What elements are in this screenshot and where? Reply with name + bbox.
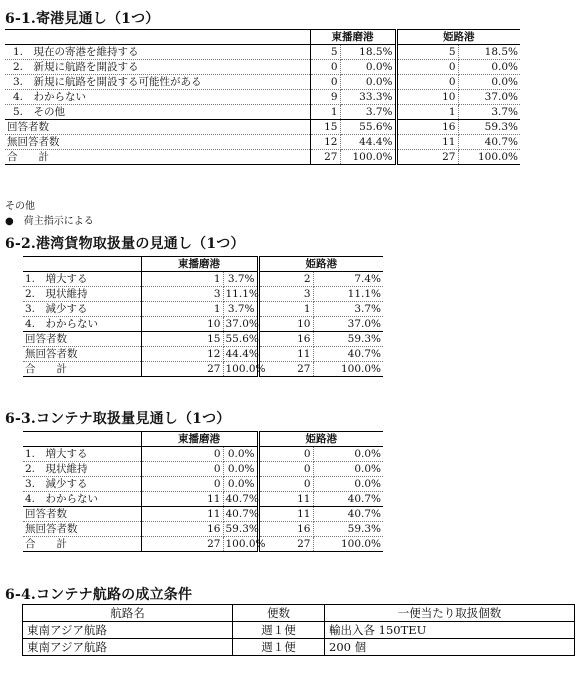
pct-cell: 59.3% xyxy=(458,120,520,135)
pct-cell: 100.0% xyxy=(458,150,520,165)
col-header-himeji: 姫路港 xyxy=(258,432,383,447)
count-cell: 0 xyxy=(141,462,223,477)
route-name-header: 航路名 xyxy=(23,605,233,622)
count-cell: 10 xyxy=(396,90,458,105)
option-label: 1. 増大する xyxy=(23,447,141,462)
pct-cell: 0.0% xyxy=(340,60,396,75)
pct-cell: 59.3% xyxy=(313,522,383,537)
pct-cell: 0.0% xyxy=(340,75,396,90)
pct-cell: 0.0% xyxy=(223,477,258,492)
pct-cell: 44.4% xyxy=(223,347,258,362)
pct-cell: 100.0% xyxy=(340,150,396,165)
count-cell: 0 xyxy=(310,75,340,90)
count-cell: 11 xyxy=(258,492,313,507)
quantity-cell: 200 個 xyxy=(325,639,575,656)
pct-cell: 37.0% xyxy=(313,317,383,332)
option-label: 2. 新規に航路を開設する xyxy=(5,60,310,75)
frequency-cell: 週１便 xyxy=(233,622,325,639)
pct-cell: 100.0% xyxy=(313,362,383,377)
pct-cell: 40.7% xyxy=(223,507,258,522)
count-cell: 11 xyxy=(258,507,313,522)
count-cell: 11 xyxy=(258,347,313,362)
total-label: 無回答者数 xyxy=(23,347,141,362)
count-cell: 3 xyxy=(141,287,223,302)
pct-cell: 11.1% xyxy=(313,287,383,302)
count-cell: 0 xyxy=(258,477,313,492)
count-cell: 0 xyxy=(396,75,458,90)
pct-cell: 18.5% xyxy=(340,45,396,60)
pct-cell: 40.7% xyxy=(313,347,383,362)
pct-cell: 3.7% xyxy=(223,302,258,317)
option-label: 2. 現状維持 xyxy=(23,287,141,302)
count-cell: 10 xyxy=(258,317,313,332)
col-header-himeji: 姫路港 xyxy=(258,257,383,272)
count-cell: 11 xyxy=(396,135,458,150)
option-label: 4. わからない xyxy=(23,492,141,507)
pct-cell: 3.7% xyxy=(340,105,396,120)
col-header-higashiharima: 東播磨港 xyxy=(141,257,258,272)
option-label: 4. わからない xyxy=(23,317,141,332)
col-header-himeji: 姫路港 xyxy=(396,30,520,45)
count-cell: 11 xyxy=(141,507,223,522)
pct-cell: 18.5% xyxy=(458,45,520,60)
count-cell: 27 xyxy=(396,150,458,165)
total-label: 回答者数 xyxy=(23,507,141,522)
count-cell: 16 xyxy=(396,120,458,135)
total-label: 合 計 xyxy=(5,150,310,165)
option-label: 4. わからない xyxy=(5,90,310,105)
count-cell: 0 xyxy=(258,462,313,477)
count-cell: 15 xyxy=(141,332,223,347)
count-cell: 27 xyxy=(310,150,340,165)
count-cell: 1 xyxy=(141,302,223,317)
count-cell: 1 xyxy=(141,272,223,287)
count-cell: 0 xyxy=(258,447,313,462)
route-name-cell: 東南アジア航路 xyxy=(23,622,233,639)
pct-cell: 40.7% xyxy=(313,507,383,522)
pct-cell: 40.7% xyxy=(313,492,383,507)
pct-cell: 40.7% xyxy=(458,135,520,150)
pct-cell: 33.3% xyxy=(340,90,396,105)
col-header-higashiharima: 東播磨港 xyxy=(141,432,258,447)
section-6-2-title: 6-2.港湾貨物取扱量の見通し（1つ） xyxy=(5,236,245,252)
quantity-cell: 輸出入各 150TEU xyxy=(325,622,575,639)
count-cell: 5 xyxy=(310,45,340,60)
total-label: 回答者数 xyxy=(5,120,310,135)
option-label: 3. 減少する xyxy=(23,477,141,492)
frequency-cell: 週１便 xyxy=(233,639,325,656)
count-cell: 27 xyxy=(141,537,223,552)
frequency-header: 便数 xyxy=(233,605,325,622)
total-label: 合 計 xyxy=(23,537,141,552)
total-label: 回答者数 xyxy=(23,332,141,347)
option-label: 5. その他 xyxy=(5,105,310,120)
count-cell: 5 xyxy=(396,45,458,60)
pct-cell: 37.0% xyxy=(458,90,520,105)
count-cell: 0 xyxy=(310,60,340,75)
count-cell: 16 xyxy=(141,522,223,537)
note-heading: その他 xyxy=(5,201,35,212)
section-6-1-title: 6-1.寄港見通し（1つ） xyxy=(5,11,160,27)
count-cell: 9 xyxy=(310,90,340,105)
pct-cell: 0.0% xyxy=(458,75,520,90)
route-name-cell: 東南アジア航路 xyxy=(23,639,233,656)
section-6-3-title: 6-3.コンテナ取扱量見通し（1つ） xyxy=(5,411,231,427)
count-cell: 1 xyxy=(396,105,458,120)
option-label: 3. 減少する xyxy=(23,302,141,317)
count-cell: 11 xyxy=(141,492,223,507)
pct-cell: 0.0% xyxy=(313,447,383,462)
pct-cell: 0.0% xyxy=(223,462,258,477)
table-6-2 xyxy=(23,256,383,377)
pct-cell: 40.7% xyxy=(223,492,258,507)
total-label: 合 計 xyxy=(23,362,141,377)
count-cell: 0 xyxy=(396,60,458,75)
pct-cell: 37.0% xyxy=(223,317,258,332)
count-cell: 0 xyxy=(141,447,223,462)
count-cell: 16 xyxy=(258,522,313,537)
pct-cell: 100.0% xyxy=(223,537,258,552)
count-cell: 15 xyxy=(310,120,340,135)
note-item: ● 荷主指示による xyxy=(5,216,94,227)
total-label: 無回答者数 xyxy=(23,522,141,537)
pct-cell: 0.0% xyxy=(458,60,520,75)
pct-cell: 59.3% xyxy=(313,332,383,347)
pct-cell: 3.7% xyxy=(223,272,258,287)
option-label: 2. 現状維持 xyxy=(23,462,141,477)
count-cell: 16 xyxy=(258,332,313,347)
pct-cell: 0.0% xyxy=(313,462,383,477)
pct-cell: 11.1% xyxy=(223,287,258,302)
table-6-1 xyxy=(5,29,520,165)
option-label: 1. 現在の寄港を維持する xyxy=(5,45,310,60)
col-header-higashiharima: 東播磨港 xyxy=(310,30,396,45)
pct-cell: 7.4% xyxy=(313,272,383,287)
count-cell: 27 xyxy=(141,362,223,377)
pct-cell: 100.0% xyxy=(313,537,383,552)
count-cell: 1 xyxy=(310,105,340,120)
section-6-4-title: 6-4.コンテナ航路の成立条件 xyxy=(5,587,193,603)
pct-cell: 3.7% xyxy=(458,105,520,120)
pct-cell: 44.4% xyxy=(340,135,396,150)
pct-cell: 0.0% xyxy=(223,447,258,462)
table-6-3 xyxy=(23,431,383,552)
quantity-header: 一便当たり取扱個数 xyxy=(325,605,575,622)
pct-cell: 0.0% xyxy=(313,477,383,492)
pct-cell: 3.7% xyxy=(313,302,383,317)
count-cell: 12 xyxy=(310,135,340,150)
count-cell: 1 xyxy=(258,302,313,317)
pct-cell: 55.6% xyxy=(340,120,396,135)
count-cell: 12 xyxy=(141,347,223,362)
route-conditions-table xyxy=(22,604,575,656)
count-cell: 2 xyxy=(258,272,313,287)
count-cell: 27 xyxy=(258,537,313,552)
count-cell: 0 xyxy=(141,477,223,492)
pct-cell: 55.6% xyxy=(223,332,258,347)
count-cell: 3 xyxy=(258,287,313,302)
count-cell: 10 xyxy=(141,317,223,332)
total-label: 無回答者数 xyxy=(5,135,310,150)
pct-cell: 100.0% xyxy=(223,362,258,377)
option-label: 1. 増大する xyxy=(23,272,141,287)
count-cell: 27 xyxy=(258,362,313,377)
option-label: 3. 新規に航路を開設する可能性がある xyxy=(5,75,310,90)
pct-cell: 59.3% xyxy=(223,522,258,537)
